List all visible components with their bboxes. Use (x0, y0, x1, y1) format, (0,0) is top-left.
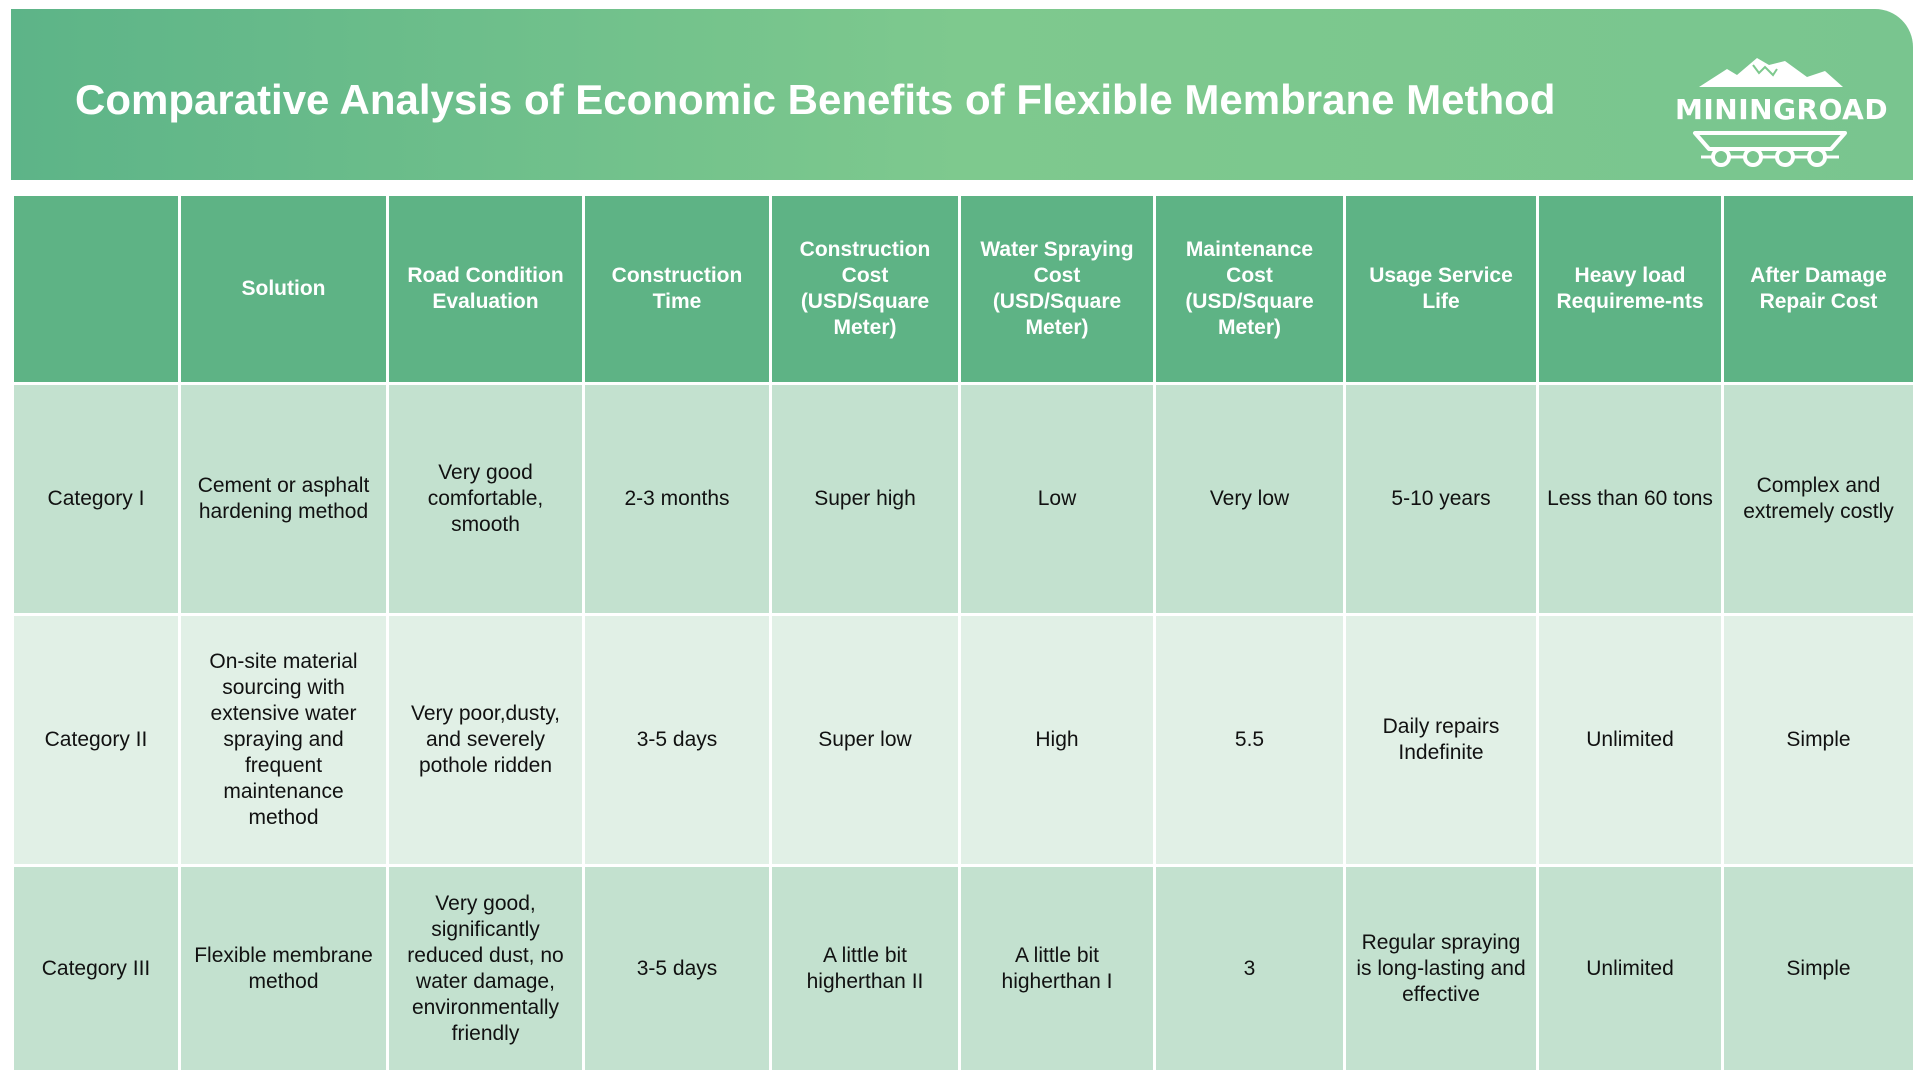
table-row (13, 615, 1915, 866)
page-title: Comparative Analysis of Economic Benefits of Flexible Membrane Method (75, 76, 1556, 123)
column-header-category (13, 195, 180, 384)
column-header-maintenance-cost: Maintenance Cost (USD/Square Meter) (1155, 195, 1345, 384)
logo-text: MININGROAD (1675, 93, 1889, 126)
cell-water-spraying-cost: A little bit higherthan I (960, 866, 1155, 1072)
cell-heavy-load: Unlimited (1538, 615, 1723, 866)
column-header-repair-cost: After Damage Repair Cost (1723, 195, 1915, 384)
column-header-solution: Solution (180, 195, 388, 384)
cell-service-life: Regular spraying is long-lasting and effective (1345, 866, 1538, 1072)
cell-maintenance-cost: 3 (1155, 866, 1345, 1072)
cell-category: Category III (13, 866, 180, 1072)
cell-road-condition: Very good comfortable, smooth (388, 384, 584, 615)
cell-construction-time: 2-3 months (584, 384, 771, 615)
cell-construction-time: 3-5 days (584, 866, 771, 1072)
cell-solution: Cement or asphalt hardening method (180, 384, 388, 615)
cell-water-spraying-cost: High (960, 615, 1155, 866)
cell-service-life: Daily repairs Indefinite (1345, 615, 1538, 866)
table-row (13, 866, 1915, 1072)
cell-category: Category I (13, 384, 180, 615)
column-header-road-condition: Road Condition Evaluation (388, 195, 584, 384)
cell-repair-cost: Simple (1723, 615, 1915, 866)
cell-repair-cost: Simple (1723, 866, 1915, 1072)
column-header-construction-time: Construction Time (584, 195, 771, 384)
cell-construction-cost: Super low (771, 615, 960, 866)
column-header-heavy-load: Heavy load Requireme-nts (1538, 195, 1723, 384)
cell-construction-cost: A little bit higherthan II (771, 866, 960, 1072)
cell-repair-cost: Complex and extremely costly (1723, 384, 1915, 615)
cell-category: Category II (13, 615, 180, 866)
cell-road-condition: Very good, significantly reduced dust, no water damage, environmentally friendly (388, 866, 584, 1072)
cell-construction-cost: Super high (771, 384, 960, 615)
cell-service-life: 5-10 years (1345, 384, 1538, 615)
miningroad-logo (1665, 53, 1889, 171)
title-banner (11, 9, 1913, 180)
cell-solution: On-site material sourcing with extensive water spraying and frequent maintenance method (180, 615, 388, 866)
cell-heavy-load: Less than 60 tons (1538, 384, 1723, 615)
cell-road-condition: Very poor,dusty, and severely pothole ridden (388, 615, 584, 866)
comparison-table (11, 193, 1916, 1073)
column-header-water-spraying-cost: Water Spraying Cost (USD/Square Meter) (960, 195, 1155, 384)
table-header-row (13, 195, 1915, 384)
cell-maintenance-cost: 5.5 (1155, 615, 1345, 866)
cell-maintenance-cost: Very low (1155, 384, 1345, 615)
table-row (13, 384, 1915, 615)
cell-solution: Flexible membrane method (180, 866, 388, 1072)
cell-construction-time: 3-5 days (584, 615, 771, 866)
column-header-service-life: Usage Service Life (1345, 195, 1538, 384)
cell-water-spraying-cost: Low (960, 384, 1155, 615)
column-header-construction-cost: Construction Cost (USD/Square Meter) (771, 195, 960, 384)
cell-heavy-load: Unlimited (1538, 866, 1723, 1072)
